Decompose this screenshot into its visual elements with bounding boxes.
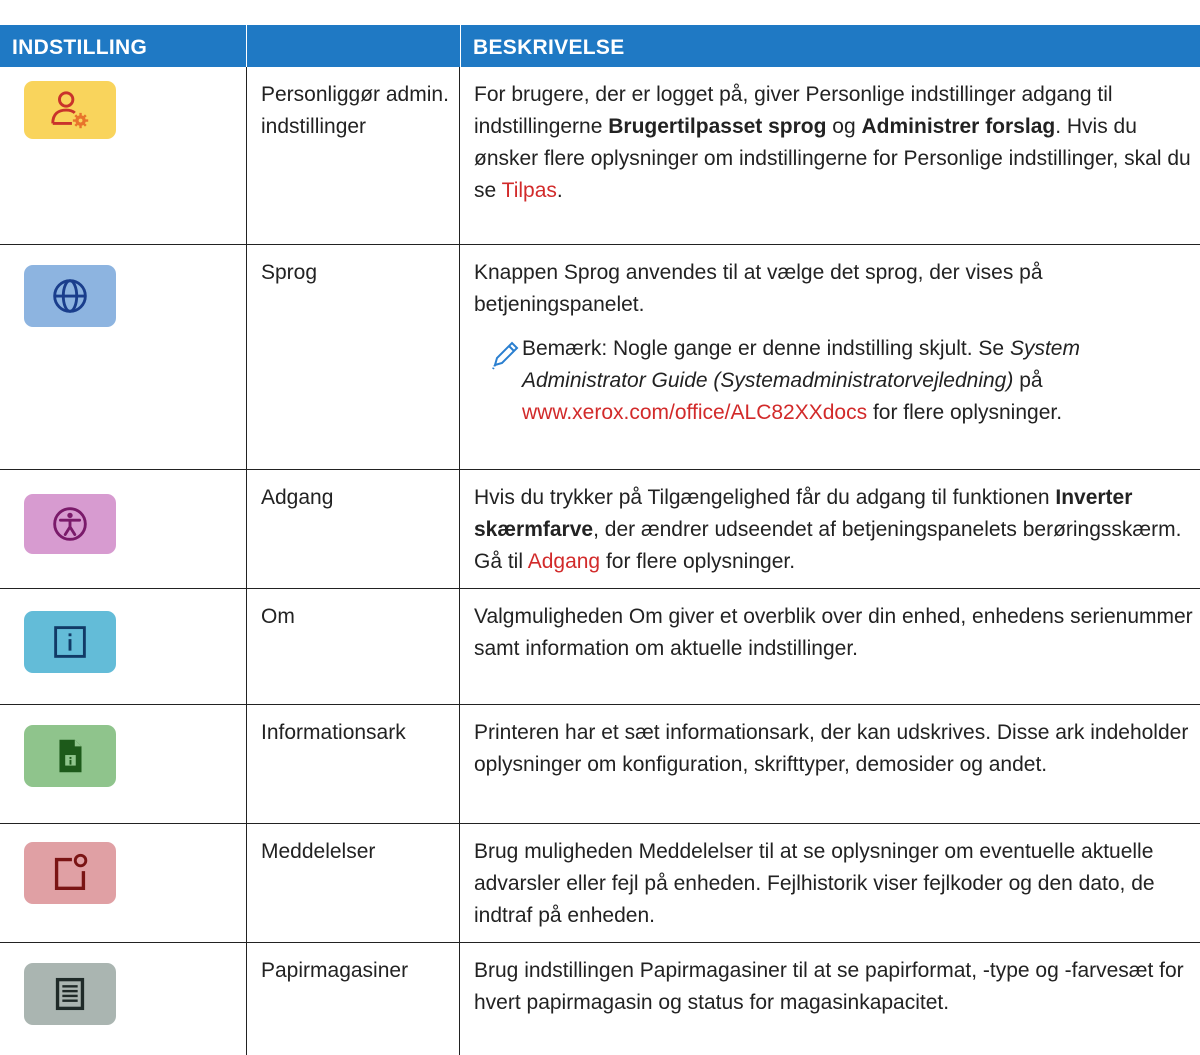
- setting-name: Papirmagasiner: [246, 943, 459, 1055]
- globe-icon: [24, 265, 116, 327]
- table-row: [0, 245, 1200, 470]
- accessibility-icon: [24, 494, 116, 554]
- table-row: [0, 824, 1200, 943]
- table-row: [0, 589, 1200, 705]
- notification-icon: [24, 842, 116, 904]
- header-setting: INDSTILLING: [12, 36, 148, 59]
- setting-name: Om: [246, 589, 459, 704]
- table-row: [0, 470, 1200, 589]
- setting-description: Brug muligheden Meddelelser til at se oplysninger om eventuelle aktuelle advarsler eller fejl på enheden. Fejlhistorik viser fejlkoder og den dato, de indtraf på enheden.: [459, 824, 1200, 942]
- header-description: BESKRIVELSE: [473, 36, 625, 59]
- link-xerox-docs[interactable]: www.xerox.com/office/ALC82XXdocs: [522, 401, 868, 424]
- link-tilpas[interactable]: Tilpas: [501, 179, 557, 202]
- table-row: [0, 943, 1200, 1055]
- table-row: [0, 705, 1200, 824]
- note: Bemærk: Nogle gange er denne indstilling skjult. Se System Administrator Guide (Systemadministratorvejledning) på www.xerox.com/office/ALC82XXdocs for flere oplysninger.: [474, 333, 1200, 429]
- setting-description: For brugere, der er logget på, giver Personlige indstillinger adgang til indstillingerne Brugertilpasset sprog og Administrer forslag. Hvis du ønsker flere oplysninger om indstillingerne for Personlige indstillinger, skal du se Tilpas.: [459, 67, 1200, 244]
- link-adgang[interactable]: Adgang: [527, 550, 601, 573]
- user-settings-icon: [24, 81, 116, 139]
- settings-table: [0, 25, 1200, 1055]
- header-blank: [247, 25, 460, 36]
- setting-description: Brug indstillingen Papirmagasiner til at se papirformat, -type og -farvesæt for hvert papirmagasin og status for magasinkapacitet.: [459, 943, 1200, 1055]
- paper-tray-icon: [24, 963, 116, 1025]
- setting-description: Valgmuligheden Om giver et overblik over din enhed, enhedens serienummer samt information om aktuelle indstillinger.: [459, 589, 1200, 704]
- setting-name: Personliggør admin. indstillinger: [246, 67, 459, 244]
- info-sheet-icon: [24, 725, 116, 787]
- setting-name: Adgang: [246, 470, 459, 588]
- setting-description: Printeren har et sæt informationsark, der kan udskrives. Disse ark indeholder oplysninger om konfiguration, skrifttyper, demosider og andet.: [459, 705, 1200, 823]
- info-icon: [24, 611, 116, 673]
- setting-name: Meddelelser: [246, 824, 459, 942]
- setting-name: Sprog: [246, 245, 459, 469]
- setting-description: Hvis du trykker på Tilgængelighed får du adgang til funktionen Inverter skærmfarve, der ændrer udseendet af betjeningspanelets berøringsskærm. Gå til Adgang for flere oplysninger.: [459, 470, 1200, 588]
- setting-name: Informationsark: [246, 705, 459, 823]
- table-header: [0, 25, 1200, 67]
- table-row: [0, 67, 1200, 245]
- setting-description: Knappen Sprog anvendes til at vælge det sprog, der vises på betjeningspanelet. Bemærk: Nogle gange er denne indstilling skjult. Se System Administrator Guide (Systemadministratorvejledning) på www.xerox.com/office/ALC82XXdocs for flere oplysninger.: [459, 245, 1200, 469]
- pencil-icon: [489, 339, 521, 371]
